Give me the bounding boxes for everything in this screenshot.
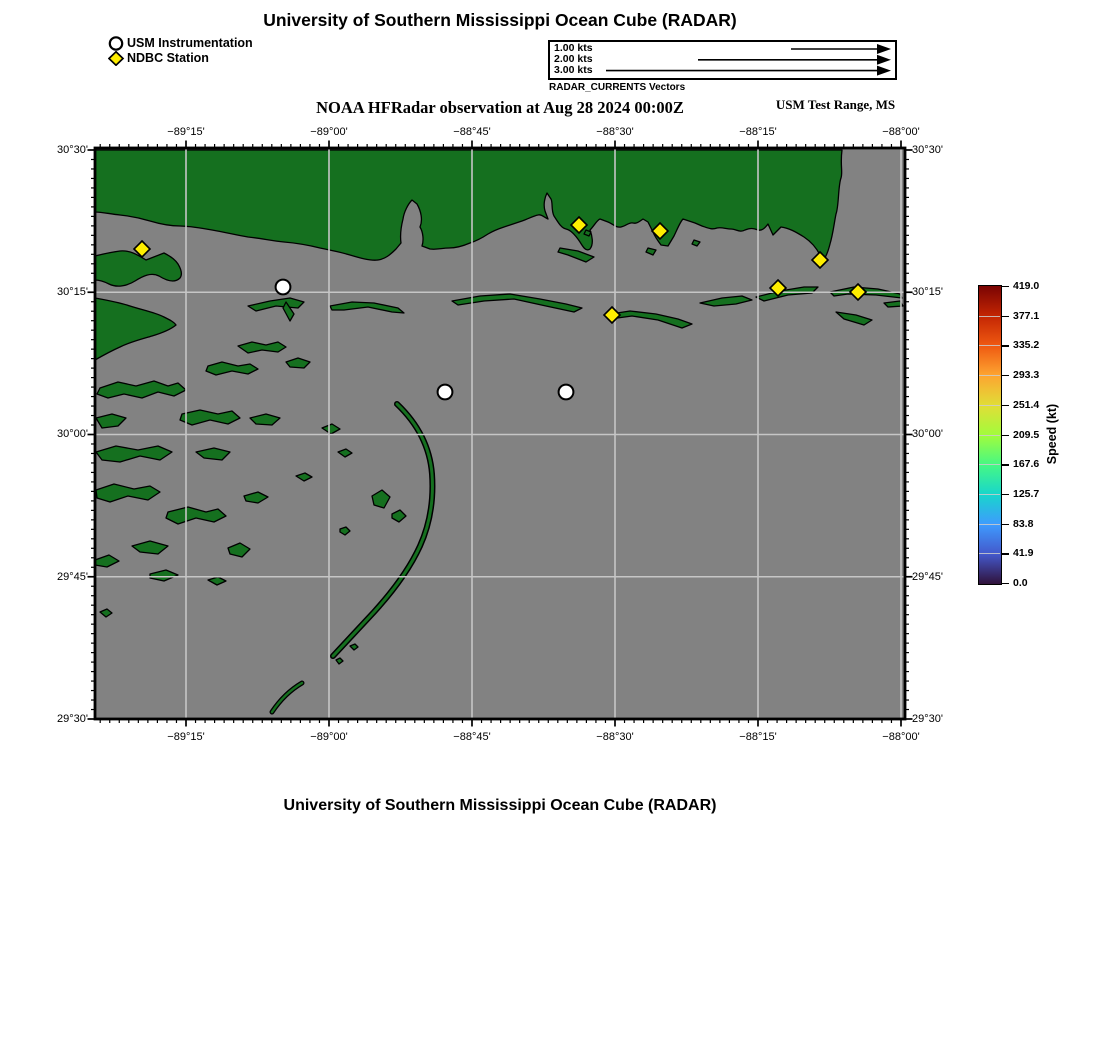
legend-label-usm: USM Instrumentation (127, 36, 253, 50)
colorbar-tick-label: 0.0 (1013, 577, 1028, 589)
y-axis-label-left: 30°00' (57, 428, 88, 441)
y-axis-label-right: 30°00' (912, 428, 943, 441)
vector-scale-arrows (550, 42, 895, 78)
colorbar-gridline (979, 405, 1000, 406)
colorbar-tick-label: 167.6 (1013, 458, 1040, 471)
region-label: USM Test Range, MS (775, 97, 896, 112)
colorbar-tick (1002, 345, 1009, 346)
colorbar-tick-label: 377.1 (1013, 309, 1040, 322)
usm-station-marker (559, 385, 574, 400)
colorbar-gridline (979, 553, 1000, 554)
colorbar-tick (1002, 464, 1009, 465)
scale-arrow-head (877, 55, 891, 65)
colorbar-gridline (979, 345, 1000, 346)
colorbar-tick (1002, 553, 1009, 554)
y-axis-label-right: 29°45' (912, 570, 943, 583)
colorbar-tick-label: 209.5 (1013, 428, 1040, 441)
colorbar-tick-label: 83.8 (1013, 517, 1034, 530)
x-axis-label-top: −89°00' (310, 126, 348, 138)
x-axis-label-bottom: −88°15' (739, 731, 777, 743)
usm-station-marker (438, 385, 453, 400)
colorbar-gridline (979, 435, 1000, 436)
vector-scale-label-1: 1.00 kts (554, 42, 593, 54)
colorbar-title: Speed (kt) (1045, 403, 1059, 465)
map-canvas (85, 138, 915, 729)
y-axis-label-right: 29°30' (912, 712, 943, 725)
x-axis-label-bottom: −88°45' (453, 731, 491, 743)
usm-station-marker (276, 280, 291, 295)
scale-arrow-head (877, 44, 891, 54)
scale-arrow-head (877, 66, 891, 76)
map-subtitle: NOAA HFRadar observation at Aug 28 2024 00:00Z (316, 98, 684, 117)
colorbar-tick-label: 251.4 (1013, 398, 1040, 411)
colorbar-gridline (979, 464, 1000, 465)
y-axis-label-left: 30°15' (57, 286, 88, 299)
bottom-title: University of Southern Mississippi Ocean Cube (RADAR) (283, 797, 717, 814)
x-axis-label-top: −88°00' (882, 126, 920, 138)
x-axis-label-bottom: −89°15' (167, 731, 205, 743)
colorbar-tick (1002, 405, 1009, 406)
x-axis-label-bottom: −89°00' (310, 731, 348, 743)
colorbar-tick-label: 293.3 (1013, 369, 1040, 382)
colorbar-tick (1002, 583, 1009, 584)
colorbar-tick-label: 335.2 (1013, 339, 1040, 352)
colorbar-gridline (979, 316, 1000, 317)
legend (108, 36, 253, 66)
legend-label-ndbc: NDBC Station (127, 51, 209, 65)
colorbar-tick-label: 41.9 (1013, 547, 1034, 560)
y-axis-label-left: 29°45' (57, 570, 88, 583)
usm-circle-icon (108, 36, 125, 51)
colorbar-tick-label: 125.7 (1013, 487, 1040, 500)
sea-area (95, 148, 905, 719)
island (584, 230, 591, 236)
x-axis-label-bottom: −88°30' (596, 731, 634, 743)
y-axis-label-left: 29°30' (57, 712, 88, 725)
colorbar-tick (1002, 524, 1009, 525)
colorbar-tick (1002, 316, 1009, 317)
vector-scale-label-3: 3.00 kts (554, 64, 593, 76)
vector-scale-label-2: 2.00 kts (554, 53, 593, 65)
colorbar-gridline (979, 375, 1000, 376)
legend-item-usm (108, 36, 253, 51)
y-axis-label-right: 30°30' (912, 144, 943, 156)
ndbc-diamond-icon (108, 51, 125, 66)
x-axis-label-top: −88°45' (453, 126, 491, 138)
legend-item-ndbc (108, 51, 253, 66)
vector-scale-caption: RADAR_CURRENTS Vectors (549, 82, 686, 93)
x-axis-label-top: −88°15' (739, 126, 777, 138)
vector-scale-box (548, 40, 897, 80)
colorbar-tick (1002, 286, 1009, 287)
y-axis-label-left: 30°30' (57, 144, 88, 156)
colorbar-tick (1002, 435, 1009, 436)
colorbar-gridline (979, 524, 1000, 525)
colorbar-gridline (979, 494, 1000, 495)
x-axis-label-top: −89°15' (167, 126, 205, 138)
x-axis-label-bottom: −88°00' (882, 731, 920, 743)
colorbar-tick (1002, 375, 1009, 376)
page-title: University of Southern Mississippi Ocean Cube (RADAR) (263, 10, 737, 30)
colorbar-tick (1002, 494, 1009, 495)
y-axis-label-right: 30°15' (912, 286, 943, 299)
colorbar-tick-label: 419.0 (1013, 280, 1040, 292)
x-axis-label-top: −88°30' (596, 126, 634, 138)
